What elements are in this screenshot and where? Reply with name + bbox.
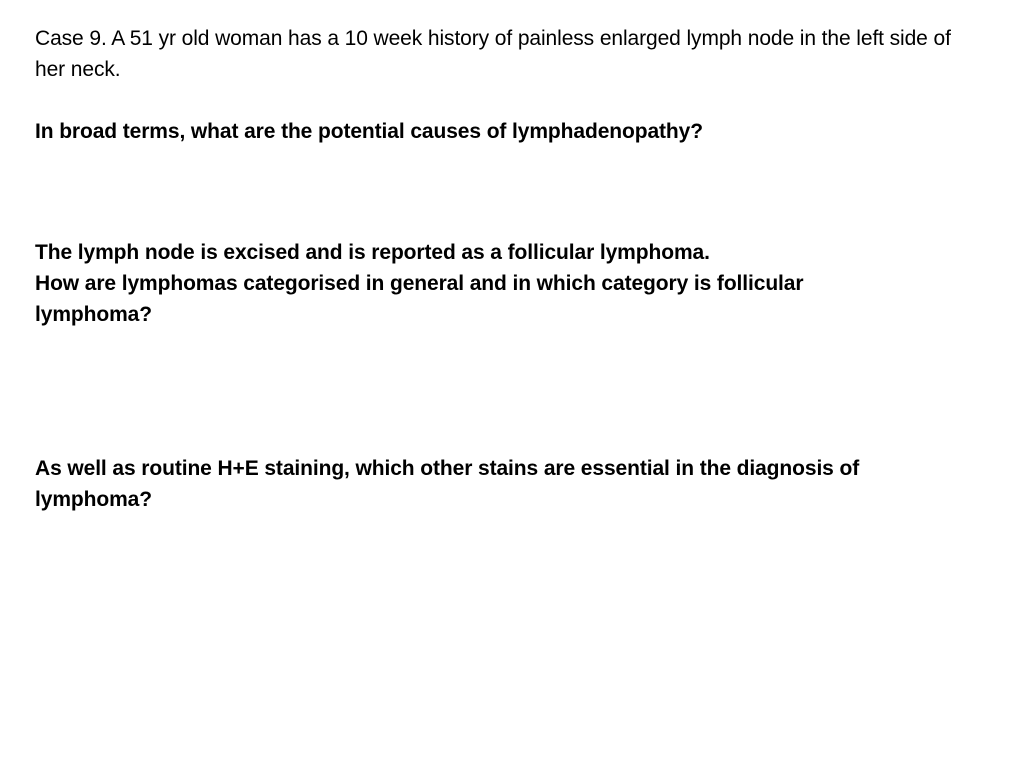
question-stains-text: As well as routine H+E staining, which other stains are essential in the diagnosis of lymphoma? bbox=[35, 457, 860, 511]
question-stains-block bbox=[35, 453, 935, 515]
question-causes-block bbox=[35, 116, 985, 147]
case-intro-text: Case 9. A 51 yr old woman has a 10 week history of painless enlarged lymph node in the left side of her neck. bbox=[35, 27, 951, 81]
case-intro-block bbox=[35, 23, 985, 85]
question-causes-text: In broad terms, what are the potential causes of lymphadenopathy? bbox=[35, 120, 703, 143]
question-categorisation-text: How are lymphomas categorised in general and in which category is follicular lymphoma? bbox=[35, 272, 804, 326]
lymphoma-categorisation-block bbox=[35, 237, 885, 330]
finding-excised-text: The lymph node is excised and is reported as a follicular lymphoma. bbox=[35, 241, 710, 264]
